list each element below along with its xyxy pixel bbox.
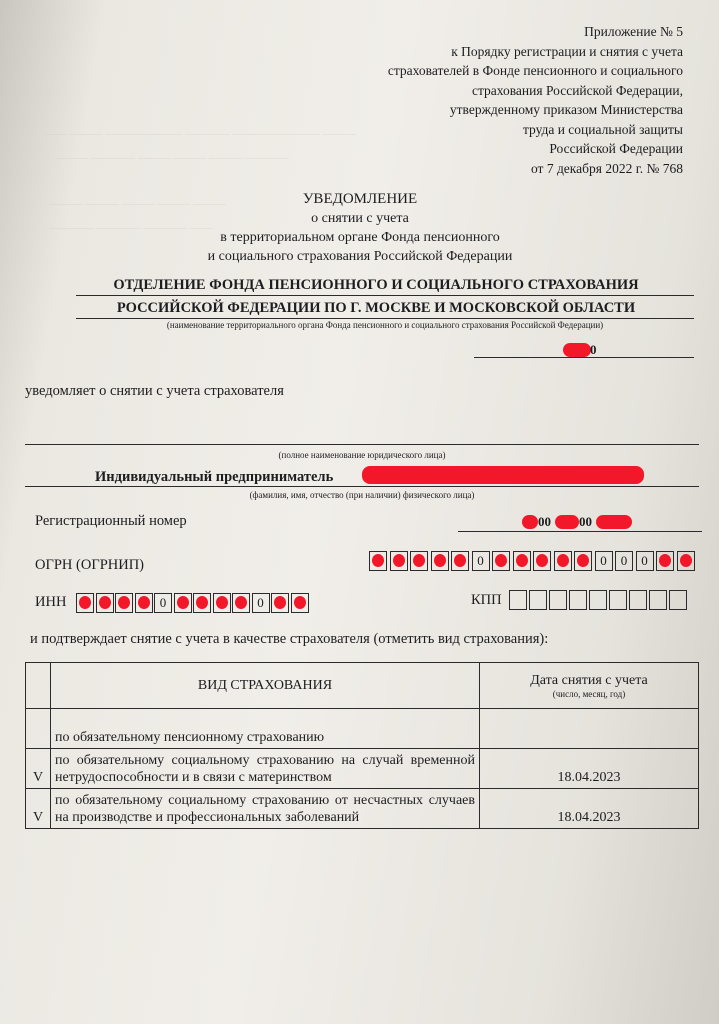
redaction	[99, 596, 111, 609]
kpp-cell	[529, 590, 547, 610]
table-cell	[26, 663, 51, 709]
title-line: в территориальном органе Фонда пенсионного	[220, 230, 500, 245]
organ-name-line-2: РОССИЙСКОЙ ФЕДЕРАЦИИ ПО Г. МОСКВЕ И МОСКОВСКОЙ ОБЛАСТИ	[116, 300, 636, 316]
appendix-line: страхователей в Фонде пенсионного и социального	[387, 63, 683, 78]
table-header-row	[26, 663, 699, 709]
kpp-cell	[649, 590, 667, 610]
organ-code: 0	[590, 342, 597, 357]
appendix-line: труда и социальной защиты	[522, 121, 683, 137]
row-insurance-type: по обязательному социальному страхованию на случай временной нетрудоспособности и в связи с материнством	[51, 749, 480, 789]
redaction	[434, 554, 446, 567]
kpp-cell	[589, 590, 607, 610]
redaction	[196, 596, 208, 609]
redaction	[235, 596, 247, 609]
appendix-line: от 7 декабря 2022 г. № 768	[530, 160, 683, 176]
organ-caption: (наименование территориального органа Фонда пенсионного и социального страхования Российской Федерации)	[166, 320, 604, 330]
underline	[76, 318, 694, 319]
row-mark: V	[26, 789, 51, 829]
column-header-date-title: Дата снятия с учета	[530, 672, 648, 688]
ogrn-cell: 0	[615, 551, 633, 571]
redaction	[79, 596, 91, 609]
redaction	[454, 554, 466, 567]
person-caption: (фамилия, имя, отчество (при наличии) физического лица)	[249, 490, 475, 500]
row-insurance-type: по обязательному пенсионному страхованию	[51, 709, 480, 749]
organ-name-line-1: ОТДЕЛЕНИЕ ФОНДА ПЕНСИОННОГО И СОЦИАЛЬНОГО СТРАХОВАНИЯ	[113, 277, 639, 293]
legal-name-caption: (полное наименование юридического лица)	[278, 450, 446, 460]
code-underline	[474, 357, 694, 358]
appendix-header	[388, 22, 683, 178]
redaction	[596, 515, 632, 529]
kpp-cell	[669, 590, 687, 610]
redaction	[294, 596, 306, 609]
row-date: 18.04.2023	[480, 749, 699, 789]
appendix-line: к Порядку регистрации и снятия с учета	[451, 43, 683, 59]
title-line: и социального страхования Российской Федерации	[207, 249, 513, 264]
confirms-text: и подтверждает снятие с учета в качестве страхователя (отметить вид страхования):	[30, 631, 549, 647]
reg-number-underline	[458, 531, 702, 532]
redaction	[138, 596, 150, 609]
redaction	[216, 596, 228, 609]
column-header-date	[480, 663, 699, 709]
reg-number-part: 00	[579, 514, 592, 529]
kpp-cell	[609, 590, 627, 610]
redaction	[516, 554, 528, 567]
show-through-text: ——— ——— ——— ——— ———	[50, 198, 226, 210]
show-through-text: ———— ———— ———— ——	[50, 222, 213, 234]
show-through-text: —— ——— ——————— ———— ———————— ———	[45, 128, 356, 140]
redaction	[536, 554, 548, 567]
row-mark: V	[26, 749, 51, 789]
column-header-type: ВИД СТРАХОВАНИЯ	[51, 663, 480, 709]
table-row	[26, 749, 699, 789]
redaction	[362, 466, 644, 484]
redaction	[495, 554, 507, 567]
column-header-date-sub: (число, месяц, год)	[552, 688, 626, 699]
ogrn-label: ОГРН (ОГРНИП)	[35, 557, 145, 573]
redaction	[555, 515, 579, 529]
redaction	[274, 596, 286, 609]
appendix-line: страхования Российской Федерации,	[471, 82, 683, 98]
kpp-cell	[549, 590, 567, 610]
underline	[76, 295, 694, 296]
table-row	[26, 789, 699, 829]
reg-number-label: Регистрационный номер	[35, 513, 187, 529]
kpp-label: КПП	[471, 592, 502, 608]
redaction	[680, 554, 692, 567]
ip-label: Индивидуальный предприниматель	[95, 469, 334, 485]
inn-cell: 0	[154, 593, 172, 613]
redaction	[372, 554, 384, 567]
title-main: УВЕДОМЛЕНИЕ	[302, 191, 418, 207]
document-title	[110, 190, 610, 266]
redaction	[577, 554, 589, 567]
appendix-line: утвержденному приказом Министерства	[449, 102, 683, 117]
kpp-cell	[629, 590, 647, 610]
notifies-text: уведомляет о снятии с учета страхователя	[25, 383, 284, 399]
redaction	[393, 554, 405, 567]
redaction	[659, 554, 671, 567]
title-line: о снятии с учета	[311, 211, 409, 226]
redaction	[563, 343, 591, 357]
kpp-cell	[569, 590, 587, 610]
row-mark	[26, 709, 51, 749]
row-date	[480, 709, 699, 749]
inn-label: ИНН	[35, 594, 67, 610]
ogrn-cell: 0	[636, 551, 654, 571]
appendix-line: Приложение № 5	[584, 24, 683, 39]
kpp-cell	[509, 590, 527, 610]
ogrn-cell: 0	[472, 551, 490, 571]
reg-number-part: 00	[538, 514, 551, 529]
appendix-line: Российской Федерации	[549, 141, 683, 156]
row-insurance-type: по обязательному социальному страхованию от несчастных случаев на производстве и профессиональных заболеваний	[51, 789, 480, 829]
row-date: 18.04.2023	[480, 789, 699, 829]
legal-name-line	[25, 444, 699, 445]
ogrn-cell: 0	[595, 551, 613, 571]
redaction	[118, 596, 130, 609]
redaction	[557, 554, 569, 567]
inn-cell: 0	[252, 593, 270, 613]
table-row	[26, 709, 699, 749]
redaction	[177, 596, 189, 609]
person-name-line	[25, 486, 699, 487]
redaction	[413, 554, 425, 567]
redaction	[522, 515, 538, 529]
show-through-text: ——— ———— ——— ——— ——— ————	[55, 152, 289, 164]
insurance-type-table	[25, 662, 699, 829]
